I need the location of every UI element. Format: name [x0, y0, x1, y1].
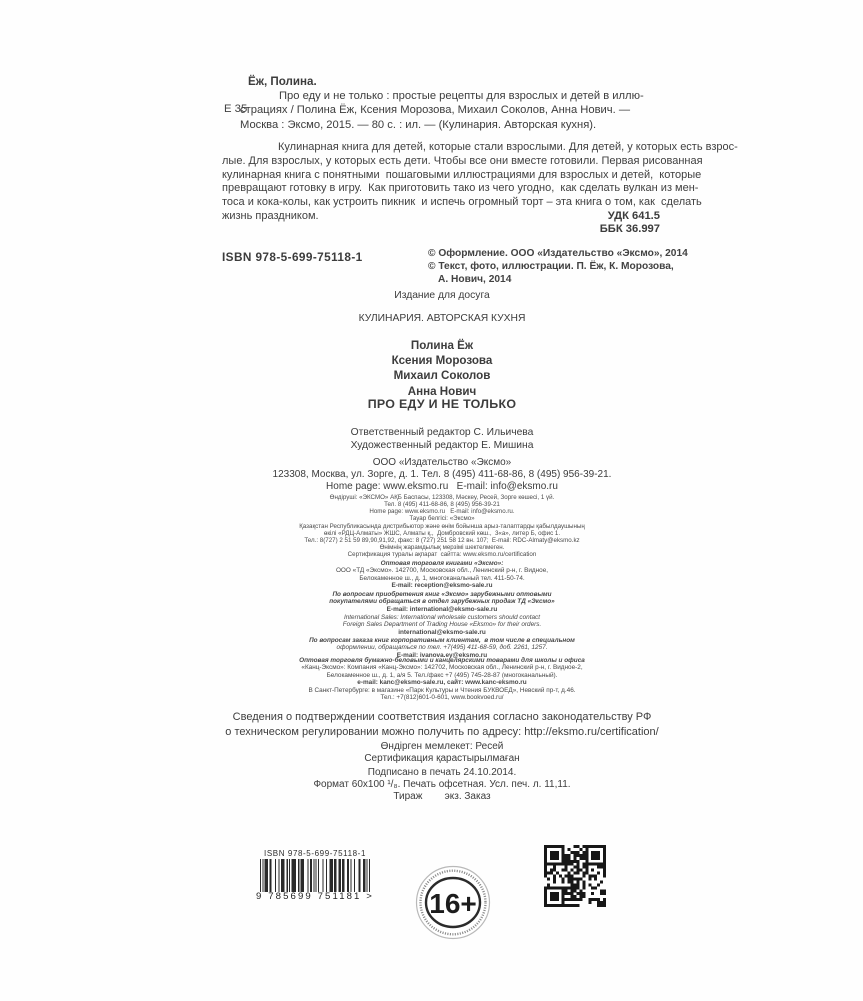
- age-badge-label: 16+: [429, 888, 477, 919]
- barcode-isbn-caption: ISBN 978-5-699-75118-1: [264, 849, 366, 858]
- text-line: Оптовая торговля книгами «Эксмо»:: [380, 560, 504, 567]
- text-line: Москва : Эксмо, 2015. — 80 с. : ил. — (Кулинария. Авторская кухня).: [240, 118, 597, 131]
- text-line: Home page: www.eksmo.ru E-mail: info@eksmo.ru: [326, 481, 558, 493]
- international-sales-block: [222, 614, 662, 636]
- text-line: Өнімнің жарамдылық мерзімі шектелмеген.: [379, 544, 505, 552]
- text-line: Оптовая торговля бумажно-беловыми и канцелярскими товарами для школы и офиса: [299, 657, 585, 664]
- text-line: А. Нович, 2014: [438, 274, 512, 286]
- isbn-row: [222, 247, 688, 291]
- text-line: Foreign Sales Department of Trading House «Eksmo» for their orders.: [342, 621, 542, 629]
- wholesale-block: [222, 560, 662, 589]
- text-line: страциях / Полина Ёж, Ксения Морозова, Михаил Соколов, Анна Нович. —: [240, 104, 631, 117]
- text-line: Өндірген мемлекет: Ресей: [380, 741, 504, 752]
- editors-block: [222, 426, 662, 452]
- text-line: 123308, Москва, ул. Зорге, д. 1. Тел. 8 (495) 411-68-86, 8 (495) 956-39-21.: [272, 469, 612, 481]
- text-line: Художественный редактор Е. Мишина: [350, 440, 534, 451]
- text-line: international@eksmo-sale.ru: [398, 628, 486, 636]
- text-line: International Sales: International wholesale customers should contact: [343, 614, 541, 621]
- age-badge-graphic: [415, 865, 491, 940]
- text-line: По вопросам заказа книг корпоративным клиентам, в том числе в специальном: [309, 637, 575, 644]
- library-index-code: Е 35: [224, 103, 248, 115]
- text-line: «Канц-Эксмо»: Компания «Канц-Эксмо»: 142702, Московская обл., Ленинский р-н, г. Видное-2,: [301, 664, 583, 672]
- text-line: Тел. 8 (495) 411-68-86, 8 (495) 956-39-21: [384, 501, 500, 509]
- book-title: [222, 397, 662, 411]
- text-line: Сведения о подтверждении соответствия издания согласно законодательству РФ: [232, 711, 652, 723]
- text-line: Михаил Соколов: [393, 369, 491, 383]
- text-line: КУЛИНАРИЯ. АВТОРСКАЯ КУХНЯ: [358, 313, 526, 324]
- ean-barcode-group: [253, 849, 377, 902]
- text-line: Қазақстан Республикасында дистрибьютор және өнім бойынша арыз-талаптарды қабылдаушының: [299, 522, 585, 530]
- text-line: Про еду и не только : простые рецепты для взрослых и детей в иллю-: [279, 90, 644, 102]
- text-line: ООО «Издательство «Эксмо»: [372, 457, 512, 468]
- text-line: Тел.: 8(727) 2 51 59 89,90,91,92, факс: 8 (727) 251 58 12 вн. 107; E-mail: RDC-Almaty@eksmo.kz: [304, 536, 580, 544]
- isbn-number: ISBN 978-5-699-75118-1: [222, 250, 363, 264]
- text-line: Анна Нович: [407, 384, 477, 398]
- qr-code-graphic: [544, 845, 606, 907]
- qr-code: [544, 845, 606, 907]
- print-info-block: [222, 767, 662, 804]
- text-line: © Оформление. ООО «Издательство «Эксмо», 2014: [428, 248, 688, 259]
- text-line: о техническом регулировании можно получить по адресу: http://eksmo.ru/certification/: [225, 725, 659, 738]
- text-line: ООО «ТД «Эксмо». 142700, Московская обл., Ленинский р-н, г. Видное,: [335, 567, 549, 575]
- publisher-block: [222, 457, 662, 494]
- text-line: лые. Для взрослых, у которых есть дети. Чтобы все они вместе готовили. Первая рисованная: [222, 154, 703, 167]
- age-rating-badge: [415, 865, 491, 940]
- text-line: E-mail: international@eksmo-sale.ru: [386, 605, 498, 613]
- text-line: E-mail: reception@eksmo-sale.ru: [391, 581, 493, 589]
- text-line: ПРО ЕДУ И НЕ ТОЛЬКО: [367, 397, 517, 411]
- text-line: Формат 60x100 ¹/₈. Печать офсетная. Усл. печ. л. 11,11.: [313, 779, 571, 791]
- text-line: Подписано в печать 24.10.2014.: [367, 767, 517, 778]
- text-line: E-mail: ivanova.ey@eksmo.ru: [396, 651, 488, 659]
- annotation-text: [222, 141, 738, 223]
- ean-barcode-bars: [260, 859, 370, 892]
- authors-block: [222, 338, 662, 399]
- text-line: Тел.: +7(812)601-0-601, www.bookvoed.ru/: [380, 694, 504, 702]
- text-line: Ответственный редактор С. Ильичева: [350, 427, 534, 438]
- conformity-note: [222, 710, 662, 739]
- text-line: Өндіруші: «ЭКСМО» АҚБ Баспасы, 123308, Мәскеу, Ресей, Зорге көшесі, 1 үй.: [329, 494, 555, 501]
- catalog-author-heading: Ёж, Полина.: [248, 75, 317, 88]
- text-line: кулинарная книга с понятными пошаговыми иллюстрациями для взрослых и детей, которые: [222, 168, 702, 181]
- corporate-orders-block: [222, 637, 662, 659]
- text-line: Белокаменное ш., д. 1, а/я 5. Тел./факс +7 (495) 745-28-87 (многоканальный).: [326, 671, 558, 679]
- text-line: жизнь праздником.: [222, 209, 319, 222]
- edition-note: [222, 289, 662, 302]
- classification-codes: [600, 210, 660, 236]
- text-line: Полина Ёж: [410, 339, 474, 352]
- text-line: превращают готовку в игру. Как приготовить тако из чего угодно, как сделать вулкан из мен-: [222, 182, 699, 195]
- bbk-code: ББК 36.997: [599, 223, 660, 236]
- text-line: Ксения Морозова: [391, 354, 493, 368]
- text-line: Тауар белгісі: «Эксмо»: [409, 515, 475, 523]
- foreign-wholesale-block: [222, 591, 662, 613]
- udk-code: УДК 641.5: [607, 210, 660, 222]
- text-line: өкілі «РДЦ-Алматы» ЖШС, Алматы қ., Домбровский көш., 3«а», литер Б, офис 1.: [323, 529, 561, 537]
- text-line: В Санкт-Петербурге: в магазине «Парк Культуры и Чтения БУКВОЕД», Невский пр-т, д.46.: [308, 687, 576, 694]
- kazakh-producer-block: [222, 494, 662, 558]
- barcode-digits: 9 785699 751181 >: [256, 891, 374, 902]
- bibliographic-record: [240, 89, 662, 132]
- text-line: Белокаменное ш., д. 1, многоканальный тел. 411-50-74.: [359, 574, 525, 582]
- text-line: Home page: www.eksmo.ru E-mail: info@eksmo.ru.: [369, 508, 515, 516]
- text-line: оформлении, обращаться по тел. +7(495) 411-68-59, доб. 2261, 1257.: [336, 644, 548, 652]
- catalog-card: [222, 74, 738, 236]
- series-note: [222, 312, 662, 325]
- text-line: e-mail: kanc@eksmo-sale.ru, сайт: www.kanc-eksmo.ru: [357, 678, 527, 686]
- text-line: Сертификация қарастырылмаған: [364, 753, 520, 765]
- text-line: Сертификация туралы ақпарат сайтта: www.eksmo.ru/certification: [347, 551, 537, 559]
- text-line: Тираж экз. Заказ: [393, 791, 491, 803]
- text-line: По вопросам приобретения книг «Эксмо» зарубежными оптовыми: [332, 591, 552, 598]
- text-line: покупателями обращаться в отдел зарубежных продаж ТД «Эксмо»: [329, 598, 555, 606]
- stationery-block: [222, 657, 662, 686]
- text-line: Кулинарная книга для детей, которые стали взрослыми. Для детей, у которых есть взрос-: [278, 141, 738, 154]
- kazakh-origin-block: [222, 741, 662, 765]
- copyright-block: [428, 247, 688, 287]
- text-line: Издание для досуга: [394, 290, 490, 301]
- spb-store-block: [222, 687, 662, 702]
- text-line: © Текст, фото, иллюстрации. П. Ёж, К. Морозова,: [428, 261, 674, 273]
- text-line: тоса и кока-колы, как устроить пикник и испечь огромный торт – эта книга о том, как сделать: [222, 196, 702, 209]
